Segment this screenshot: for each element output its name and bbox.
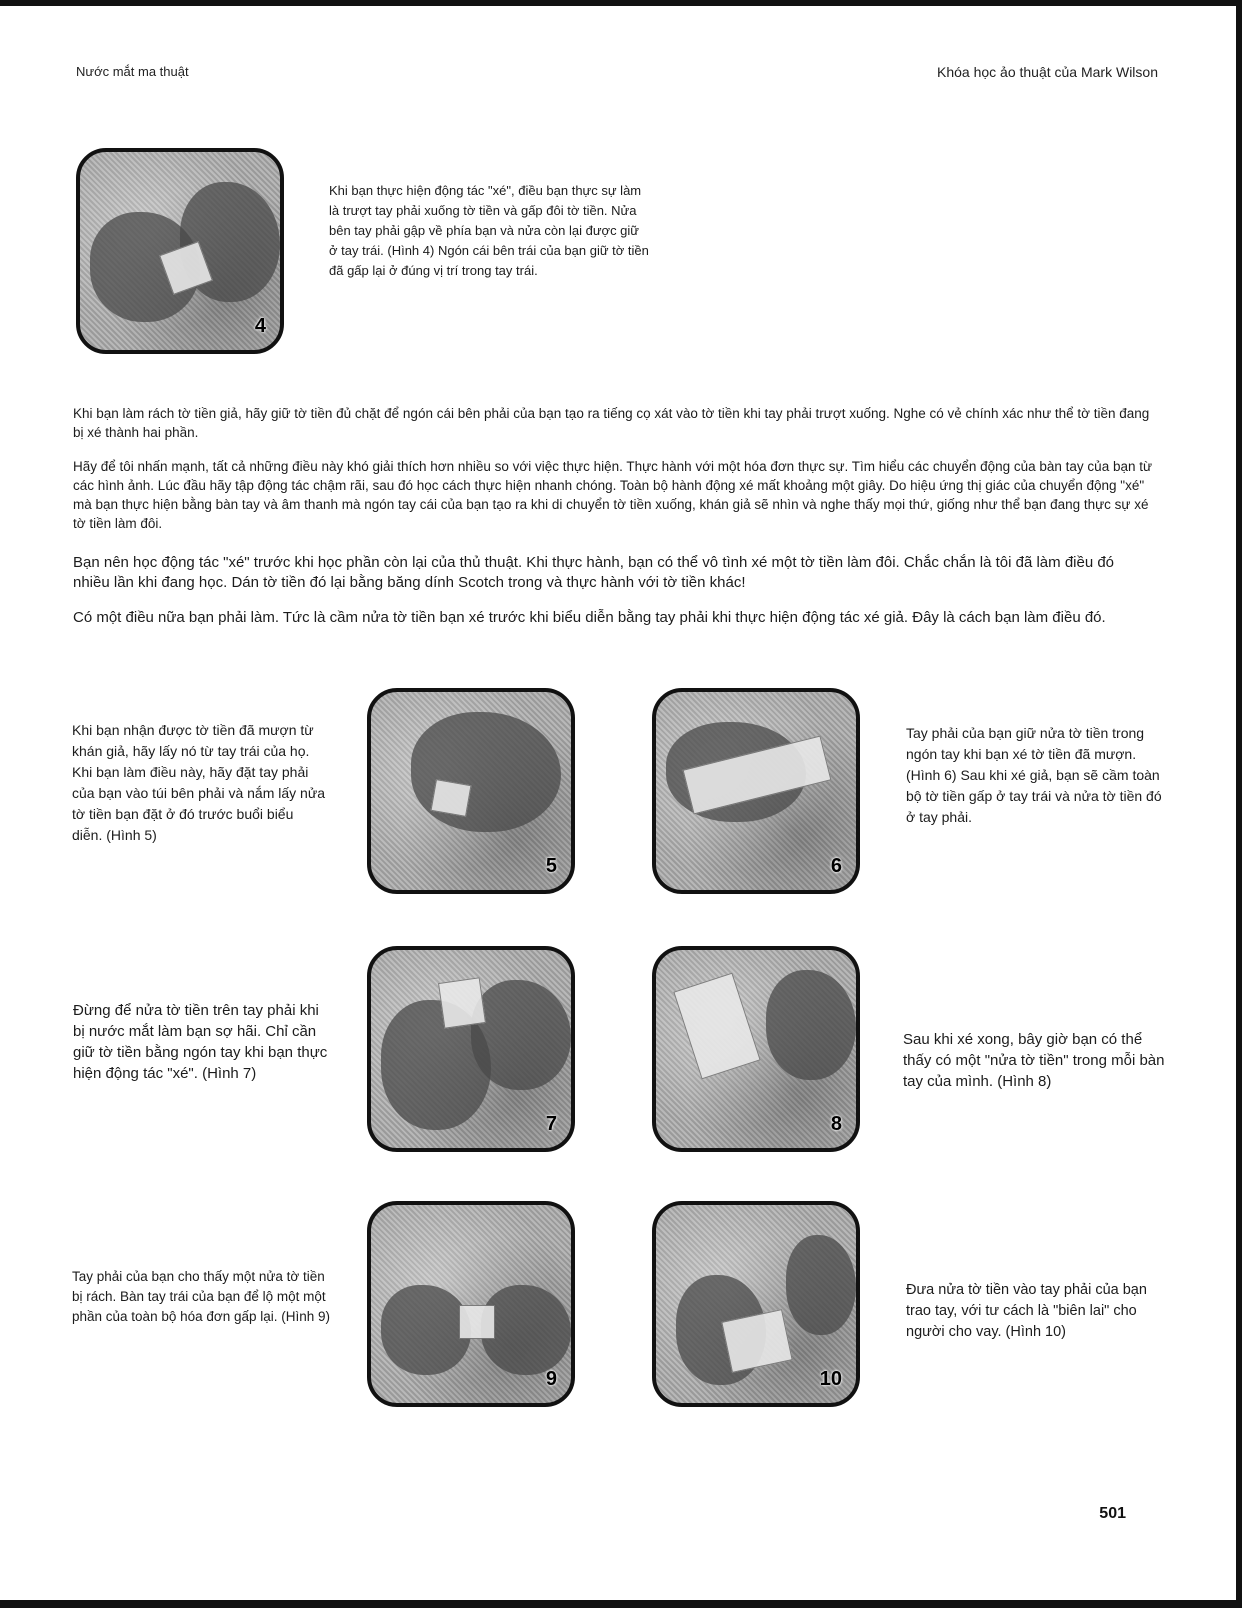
figure-10-number: 10: [819, 1368, 842, 1390]
figure-6-caption: Tay phải của bạn giữ nửa tờ tiền trong ngón tay khi bạn xé tờ tiền đã mượn. (Hình 6) Sau khi xé giả, bạn sẽ cầm toàn bộ tờ tiền gấp ở tay trái và nửa tờ tiền đó ở tay phải.: [906, 725, 1162, 825]
running-header-left: Nước mắt ma thuật: [76, 64, 189, 79]
paragraph-4: Có một điều nữa bạn phải làm. Tức là cầm nửa tờ tiền bạn xé trước khi biểu diễn bằng tay phải khi thực hiện động tác xé giả. Đây là cách bạn làm điều đó.: [73, 609, 1106, 626]
scan-edge-right: [1236, 0, 1242, 1608]
paragraph-1: Khi bạn làm rách tờ tiền giả, hãy giữ tờ tiền đủ chặt để ngón cái bên phải của bạn tạo ra tiếng cọ xát vào tờ tiền khi tay phải trượt xuống. Nghe có vẻ chính xác như thể tờ tiền đang bị xé thành hai phần.: [73, 406, 1150, 440]
running-header-right: Khóa học ảo thuật của Mark Wilson: [936, 64, 1158, 80]
figure-10-photo: [652, 1201, 860, 1407]
figure-9-caption: Tay phải của bạn cho thấy một nửa tờ tiền bị rách. Bàn tay trái của bạn để lộ một một phần của toàn bộ hóa đơn gấp lại. (Hình 9): [72, 1269, 331, 1324]
figure-6-photo: [652, 688, 860, 894]
figure-6-number: 6: [830, 855, 842, 877]
figure-5-caption: Khi bạn nhận được tờ tiền đã mượn từ khán giả, hãy lấy nó từ tay trái của họ. Khi bạn làm điều này, hãy đặt tay phải của bạn vào túi bên phải và nắm lấy nửa tờ tiền bạn đặt ở đó trước buổi biểu diễn. (Hình 5): [72, 722, 325, 843]
figure-8-caption: Sau khi xé xong, bây giờ bạn có thể thấy có một "nửa tờ tiền" trong mỗi bàn tay của mình. (Hình 8): [903, 1031, 1165, 1090]
scan-edge-bottom: [0, 1600, 1242, 1608]
figure-9-photo: [367, 1201, 575, 1407]
paragraph-3: Bạn nên học động tác "xé" trước khi học phần còn lại của thủ thuật. Khi thực hành, bạn có thể vô tình xé một tờ tiền làm đôi. Chắc chắn là tôi đã làm điều đó nhiều lần khi đang học. Dán tờ tiền đó lại bằng băng dính Scotch trong và thực hành với tờ tiền khác!: [73, 554, 1115, 591]
figure-4-photo: [76, 148, 284, 354]
figure-7-caption: Đừng để nửa tờ tiền trên tay phải khi bị nước mắt làm bạn sợ hãi. Chỉ cần giữ tờ tiền bằng ngón tay khi bạn thực hiện động tác "xé". (Hình 7): [73, 1002, 328, 1082]
figure-5-number: 5: [545, 855, 557, 877]
figure-8-number: 8: [830, 1113, 842, 1135]
figure-8-photo: [652, 946, 860, 1152]
page-number: 501: [1099, 1505, 1126, 1522]
figure-7-photo: [367, 946, 575, 1152]
figure-4-number: 4: [254, 315, 266, 337]
figure-5-photo: [367, 688, 575, 894]
figure-4-caption: Khi bạn thực hiện động tác "xé", điều bạn thực sự làm là trượt tay phải xuống tờ tiền và gấp đôi tờ tiền. Nửa bên tay phải gập về phía bạn và nửa còn lại được giữ ở tay trái. (Hình 4) Ngón cái bên trái của bạn giữ tờ tiền đã gấp lại ở đúng vị trí trong tay trái.: [329, 183, 649, 278]
paragraph-2: Hãy để tôi nhấn mạnh, tất cả những điều này khó giải thích hơn nhiều so với việc thực hiện. Thực hành với một hóa đơn thực sự. Tìm hiểu các chuyển động của bàn tay của bạn từ các hình ảnh. Lúc đầu hãy tập động tác chậm rãi, sau đó học cách thực hiện nhanh chóng. Toàn bộ hành động xé mất khoảng một giây. Do hiệu ứng thị giác của chuyển động "xé" mà bạn thực hiện bằng bàn tay và âm thanh mà ngón tay cái của bạn tạo ra khi di chuyển tờ tiền xuống, khán giả sẽ nhìn và nghe thấy mọi thứ, giống như thể bạn đang thực sự xé tờ tiền làm đôi.: [73, 459, 1153, 531]
figure-10-caption: Đưa nửa tờ tiền vào tay phải của bạn trao tay, với tư cách là "biên lai" cho người cho vay. (Hình 10): [906, 1282, 1147, 1340]
figure-7-number: 7: [545, 1113, 557, 1135]
figure-9-number: 9: [545, 1368, 557, 1390]
scan-edge-top: [0, 0, 1242, 6]
